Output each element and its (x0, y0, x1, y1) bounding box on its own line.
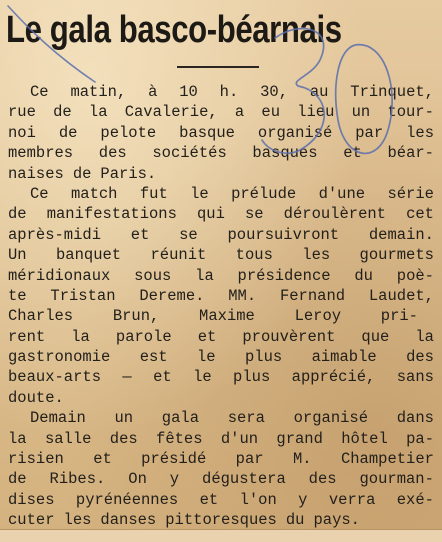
word: par (355, 123, 384, 142)
word: h. (219, 83, 239, 101)
word: Demain (30, 409, 86, 428)
word: des (308, 470, 337, 489)
word: poursuivront (227, 225, 340, 244)
word: dises (8, 490, 55, 509)
article-line (8, 388, 434, 408)
word: Cavalerie, (124, 103, 218, 122)
word: organisé (257, 123, 333, 142)
word: y (169, 470, 180, 489)
word: Fernand (279, 286, 346, 305)
word: danses (100, 511, 157, 530)
article-line (8, 164, 434, 184)
word: sans (396, 368, 434, 387)
word: Dereme. (139, 286, 205, 305)
word: basques (252, 144, 318, 163)
word: y (298, 490, 308, 509)
word: demain. (368, 225, 434, 244)
article-line (8, 469, 434, 489)
word: rue (8, 103, 36, 122)
word: de (8, 470, 27, 489)
word: eu (261, 103, 280, 122)
word: Un (8, 246, 27, 265)
word: exé- (396, 490, 434, 509)
article-line (8, 143, 434, 163)
word: Brun, (112, 307, 160, 326)
article-line (8, 225, 434, 245)
word: dans (396, 409, 434, 428)
word: tous (235, 246, 273, 265)
word: 30, (260, 83, 288, 101)
word: basque (179, 123, 235, 142)
word: série (387, 184, 434, 203)
word: méridionaux (8, 266, 111, 285)
word: Leroy (294, 307, 342, 326)
word: cuter (8, 511, 55, 530)
word: membres (8, 144, 74, 163)
article-line (8, 102, 434, 122)
word: gourman- (359, 470, 434, 489)
word: au (309, 83, 329, 101)
word: et (199, 490, 219, 509)
article-line (8, 306, 418, 326)
headline-rule (177, 66, 259, 68)
word: fêtes (156, 429, 203, 448)
word: plus (233, 368, 271, 387)
word: et (197, 327, 217, 346)
word: grand (276, 429, 323, 448)
word: est (139, 348, 168, 367)
word: et (343, 144, 362, 163)
word: gala (161, 409, 200, 428)
word: Trinquet, (350, 83, 434, 101)
word: On (128, 470, 147, 489)
word: a (234, 103, 245, 122)
word: hôtel (341, 429, 388, 448)
word: Paris. (100, 164, 157, 183)
word: pays. (313, 511, 360, 530)
word: déroulèrent (283, 205, 386, 224)
article-line (8, 286, 434, 306)
word: et (130, 225, 150, 244)
word: la (71, 327, 90, 346)
word: les (302, 246, 331, 265)
word: des (109, 429, 138, 448)
word: se (244, 205, 264, 224)
word: les (406, 123, 434, 142)
word: le (190, 184, 209, 203)
word: risien (8, 450, 64, 469)
word: sociétés (152, 144, 227, 163)
word: à (148, 83, 158, 101)
article-line (8, 327, 434, 347)
word: pa- (406, 429, 434, 448)
word: pelote (100, 123, 157, 142)
word: du (285, 511, 305, 530)
word: 10 (179, 83, 198, 101)
word: parole (115, 327, 172, 346)
word: d'une (318, 184, 366, 203)
word: le (196, 348, 216, 367)
article-line (8, 490, 434, 510)
word: pittoresques (165, 511, 277, 530)
article-headline: Le gala basco-béarnais (6, 9, 342, 51)
word: de (72, 164, 92, 183)
word: Ribes. (49, 470, 106, 489)
word: doute. (8, 388, 64, 407)
word: matin, (70, 83, 127, 101)
word: la (8, 429, 27, 448)
article-line (8, 347, 434, 367)
word: te (8, 286, 27, 305)
word: la (195, 266, 214, 285)
word: se (179, 225, 198, 244)
word: réunit (150, 246, 207, 265)
word: lieu (297, 103, 335, 122)
word: plus (244, 348, 283, 367)
word: Champetier (340, 450, 434, 469)
word: l'on (239, 490, 277, 509)
word: de (8, 205, 27, 224)
word: béar- (387, 144, 434, 163)
word: naises (8, 164, 64, 183)
word: aimable (311, 348, 377, 367)
word: Ce (30, 83, 49, 101)
article-line (8, 82, 434, 102)
article-line (8, 367, 434, 387)
word: les (63, 511, 92, 530)
word: et (93, 450, 112, 469)
word: sous (134, 266, 172, 285)
word: rent (8, 327, 46, 346)
article-line (8, 245, 434, 265)
word: des (98, 144, 127, 163)
word: la (88, 103, 108, 122)
word: gourmets (359, 246, 434, 265)
word: présidé (141, 450, 207, 469)
word: du (354, 266, 373, 285)
word: dégustera (202, 470, 286, 489)
article-line (8, 184, 434, 204)
word: gastronomie (8, 348, 111, 367)
word: salle (44, 429, 92, 448)
word: un (114, 409, 134, 428)
article-line (8, 429, 434, 449)
word: un (351, 103, 371, 122)
word: Tristan (50, 286, 116, 305)
word: banquet (55, 246, 122, 265)
word: organisé (293, 409, 369, 428)
word: — (122, 368, 132, 387)
word: M. (292, 450, 312, 469)
word: Charles (8, 307, 74, 326)
word: pyrénéennes (75, 490, 179, 509)
word: le (193, 368, 212, 387)
word: de (58, 123, 78, 142)
word: qui (197, 205, 225, 224)
word: la (415, 327, 434, 346)
word: par (235, 450, 264, 469)
word: d'un (220, 429, 259, 448)
word: sera (227, 409, 265, 428)
article-line (8, 123, 434, 143)
word: tour- (387, 103, 434, 122)
word: présidence (237, 266, 331, 285)
word: Laudet, (368, 286, 434, 305)
word: verra (328, 490, 376, 509)
word: fut (139, 184, 168, 203)
word: prélude (231, 184, 297, 203)
word: cet (406, 205, 434, 224)
word: après-midi (8, 225, 102, 244)
clipping-bottom-edge (0, 529, 442, 542)
word: prouvèrent (242, 327, 336, 346)
word: poè- (396, 266, 434, 285)
word: noi (8, 123, 36, 142)
word: apprécié, (291, 368, 376, 387)
word: match (70, 184, 118, 203)
word: que (361, 327, 390, 346)
word: manifestations (46, 205, 177, 224)
word: MM. (228, 286, 257, 305)
word: des (406, 348, 434, 367)
word: de (53, 103, 72, 122)
article-line (8, 510, 434, 530)
article-body (8, 82, 434, 531)
article-line (8, 204, 434, 224)
article-line (8, 408, 434, 428)
word: Ce (30, 184, 49, 203)
word: et (153, 368, 172, 387)
article-line (8, 449, 434, 469)
word: beaux-arts (8, 368, 102, 387)
word: pri- (380, 307, 418, 326)
article-line (8, 266, 434, 286)
word: Maxime (199, 307, 255, 326)
